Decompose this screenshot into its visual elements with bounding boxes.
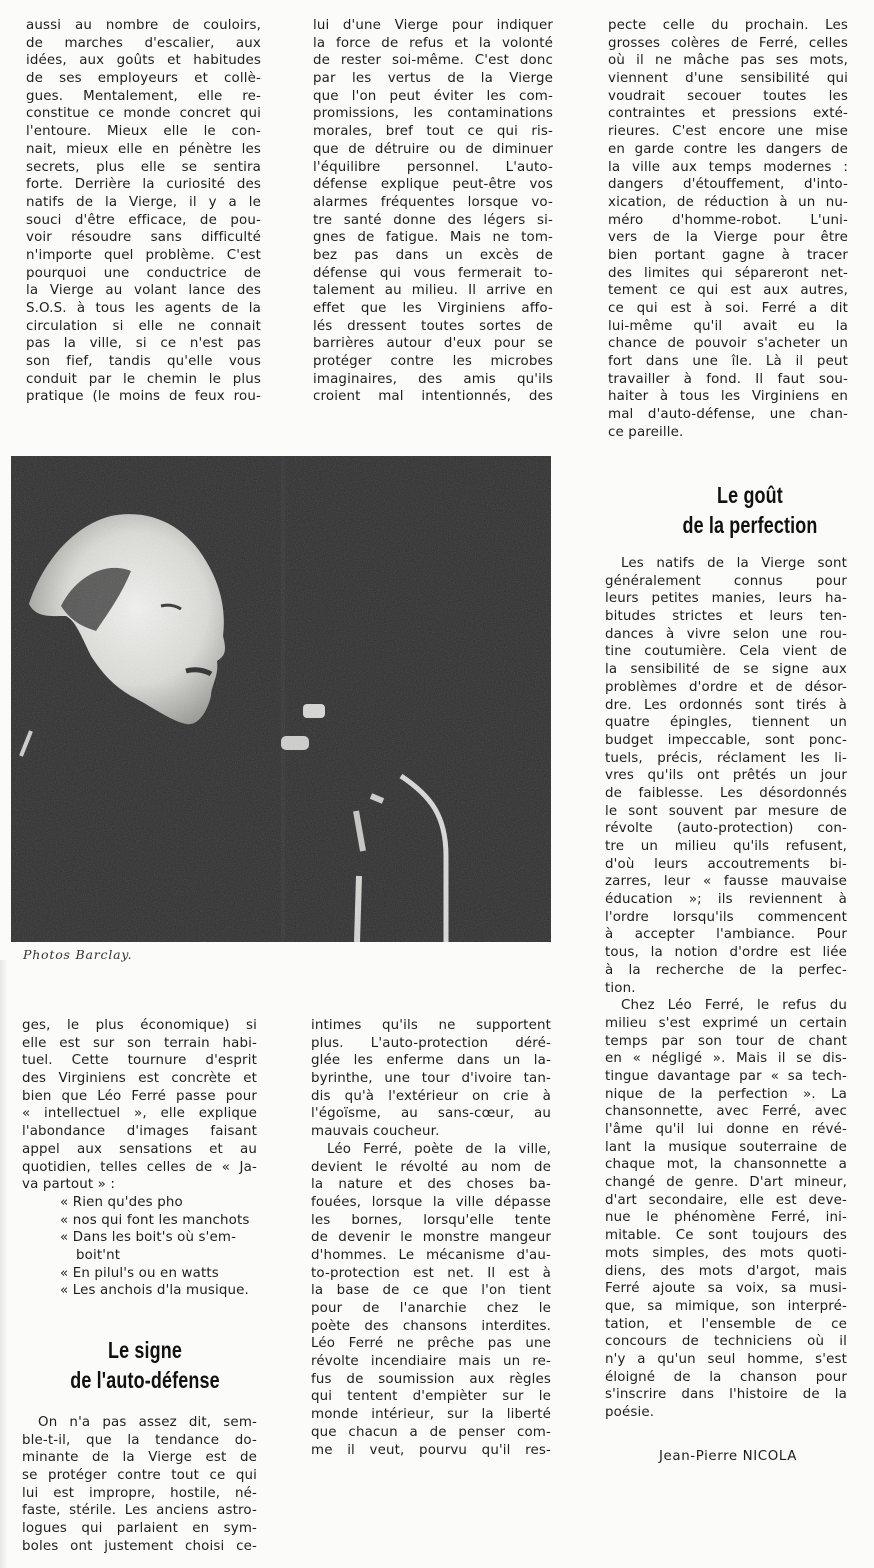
column-1-bottom (22, 1017, 257, 1300)
text-line: problèmes d'ordre et de désor- (605, 679, 847, 695)
text-line: où il ne mâche pas ses mots, (608, 53, 848, 69)
text-line: Léo Ferré ne prêche pas une (311, 1336, 551, 1352)
text-line: Chez Léo Ferré, le refus du (621, 998, 847, 1014)
text-line: natifs de la Vierge, il y a le (26, 194, 261, 210)
text-line: que l'on peut éviter les com- (313, 88, 553, 104)
text-line: que de détruire ou de diminuer (313, 141, 553, 157)
text-line: haiter à tous les Virginiens en (608, 389, 848, 405)
text-line: vers de la Vierge pour être (608, 230, 848, 246)
text-line: barrières autour d'eux pour se (313, 336, 553, 352)
text-line: bez pas dans un excès de (313, 247, 553, 263)
text-line: la base de ce que l'on tient (311, 1283, 551, 1299)
text-line: révolte incendiaire mais un re- (311, 1354, 551, 1370)
text-line: forte. Derrière la curiosité des (26, 177, 261, 193)
text-line: vres qu'ils ont prêtés un jour (605, 768, 847, 784)
column-3-top (608, 17, 848, 442)
photo-caption: Photos Barclay. (23, 947, 133, 962)
text-line: faste, stérile. Les anciens astro- (22, 1503, 257, 1519)
text-line: lui est impropre, hostile, né- (22, 1485, 257, 1501)
text-line: talement au milieu. Il arrive en (313, 283, 553, 299)
text-line: voir résoudre sans difficulté (26, 230, 261, 246)
text-line: l'équilibre personnel. L'auto- (313, 159, 553, 175)
text-line: mots simples, des mots quoti- (605, 1245, 847, 1261)
text-line: l'abondance d'images faisant (22, 1124, 257, 1140)
text-line: l'ordre lorsqu'ils commencent (605, 909, 847, 925)
text-line: éducation »; ils reviennent à (605, 892, 847, 908)
text-line: de ses employeurs et collè- (26, 71, 261, 87)
text-line: conduit par le chemin le plus (26, 371, 261, 387)
text-line: budget impeccable, sont ponc- (605, 732, 847, 748)
text-line: d'où leurs accoutrements bi- (605, 856, 847, 872)
text-line: chaque mot, la chansonnette a (605, 1157, 847, 1173)
text-line: me il veut, pourvu qu'il res- (311, 1442, 551, 1458)
text-line: Léo Ferré, poète de la ville, (327, 1141, 551, 1157)
text-line: zarres, leur « fausse mauvaise (605, 874, 847, 890)
text-line: imaginaires, des amis qu'ils (313, 371, 553, 387)
text-line: minante de la Vierge est de (22, 1450, 257, 1466)
text-line: que chacun a de penser com- (311, 1424, 551, 1440)
text-line: leurs petites manies, leurs ha- (605, 591, 847, 607)
text-line: byrinthe, une tour d'ivoire tan- (311, 1071, 551, 1087)
text-line: l'âme qu'il lui donne en révé- (605, 1122, 847, 1137)
text-line: des limites qui sépareront net- (608, 265, 848, 281)
text-line: souci d'être efficace, de pou- (26, 212, 261, 228)
text-line: circulation si elle ne connait (26, 318, 261, 334)
text-line: « nos qui font les manchots (60, 1212, 250, 1228)
text-line: de devenir le monstre mangeur (311, 1230, 551, 1246)
text-line: s'inscrire dans l'histoire de la (605, 1387, 847, 1403)
text-line: dangers d'étouffement, d'into- (608, 177, 848, 193)
section-heading-perfection (649, 480, 852, 540)
text-line: monde intérieur, sur la liberté (311, 1407, 551, 1423)
text-line: voudrait secouer toutes les (608, 88, 848, 104)
text-line: dances à vivre selon une rou- (605, 626, 847, 642)
text-line: lés dressent toutes sortes de (313, 318, 553, 334)
text-line: aussi au nombre de couloirs, (26, 18, 261, 33)
text-line: tuels, précis, réclament les li- (605, 750, 847, 766)
text-line: défense explique peut-être vos (313, 177, 553, 193)
text-line: pratique (le moins de feux rou- (26, 389, 261, 405)
text-line: qui tentent d'empièter sur le (311, 1389, 551, 1405)
author-signature: Jean-Pierre NICOLA (659, 1449, 798, 1464)
text-line: généralement connus pour (605, 573, 847, 589)
text-line: son fief, tandis qu'elle vous (26, 354, 261, 370)
text-line: tre santé donne des légers si- (313, 212, 553, 228)
text-line: chansonnette, avec Ferré, avec (605, 1104, 847, 1120)
text-line: la sensibilité de se signe aux (605, 662, 847, 678)
page-gutter-shadow (0, 960, 8, 1568)
text-line: lui d'une Vierge pour indiquer (313, 18, 553, 33)
text-line: de marches d'escalier, aux (26, 35, 261, 51)
text-line: secrets, plus elle se sentira (26, 159, 261, 175)
text-line: alarmes fréquentes lorsque vo- (313, 194, 553, 210)
text-line: xication, de réduction à un nu- (608, 194, 848, 210)
text-line: nique de la perfection ». La (605, 1086, 847, 1102)
text-line: Les natifs de la Vierge sont (621, 556, 847, 571)
text-line: quatre épingles, tiennent un (605, 715, 847, 731)
text-line: tingue davantage par « sa tech- (605, 1068, 847, 1084)
text-line: lui-même qu'il avait eu la (608, 318, 848, 334)
text-line: dre. Les ordonnés sont tirés à (605, 697, 847, 713)
heading-line: de la perfection (682, 512, 818, 538)
text-line: va partout » : (22, 1177, 116, 1193)
column-2-top (313, 17, 553, 406)
section-heading-autodefense (48, 1335, 243, 1395)
text-line: gues. Mentalement, elle re- (26, 88, 261, 104)
text-line: ce pareille. (608, 424, 684, 440)
text-line: concours de techniciens où il (605, 1334, 847, 1350)
text-line: glée les enferme dans un la- (311, 1053, 551, 1069)
text-line: se protéger contre tout ce qui (22, 1468, 257, 1484)
text-line: tement ce qui est aux autres, (608, 283, 848, 299)
heading-line: Le goût (717, 482, 783, 508)
photo-illustration (11, 456, 551, 942)
text-line: lant la musique souterraine de (605, 1139, 847, 1155)
text-line: méro d'homme-robot. L'uni- (608, 212, 848, 228)
text-line: « intellectuel », elle explique (22, 1106, 257, 1122)
text-line: pour de l'anarchie chez le (311, 1301, 551, 1316)
text-line: d'hommes. Le mécanisme d'au- (311, 1247, 551, 1263)
text-line: boit'nt (76, 1247, 121, 1263)
text-line: nue le phénomène Ferré, ini- (605, 1210, 847, 1226)
heading-line: Le signe (107, 1337, 183, 1363)
text-line: devient le révolté au nom de (311, 1159, 551, 1175)
text-line: la force de refus et la volonté (313, 35, 553, 51)
text-line: n'y a qu'un seul homme, s'est (605, 1351, 847, 1367)
text-line: ce qui est à soi. Ferré a dit (608, 301, 848, 316)
text-line: contraintes et pressions exté- (608, 106, 848, 122)
text-line: « Rien qu'des pho (60, 1194, 183, 1210)
text-line: la ville aux temps modernes : (608, 159, 848, 175)
text-line: de faiblesse. Les désordonnés (605, 785, 847, 801)
photo-leo-ferre (11, 456, 551, 942)
text-line: elle est sur son terrain habi- (22, 1035, 257, 1051)
text-line: pas la ville, si ce n'est pas (26, 336, 261, 352)
text-line: morales, bref tout ce qui ris- (313, 124, 553, 140)
text-line: la Vierge au volant lance des (26, 283, 261, 299)
text-line: dis qu'à l'extérieur on crie à (311, 1088, 551, 1104)
text-line: gnes de fatigue. Mais ne tom- (313, 230, 553, 246)
text-line: des Virginiens est concrète et (22, 1071, 257, 1087)
text-line: l'égoïsme, au sans-cœur, au (311, 1106, 551, 1122)
text-line: pecte celle du prochain. Les (608, 18, 848, 33)
column-1-final (22, 1414, 257, 1556)
text-line: logues qui parlaient en sym- (22, 1521, 257, 1537)
text-line: croient mal intentionnés, des (313, 389, 553, 405)
text-line: éloigné de la chanson pour (605, 1369, 847, 1385)
text-line: nait, mieux elle en pénètre les (26, 141, 261, 157)
text-line: les bornes, lorsqu'elle tente (311, 1212, 551, 1228)
text-line: par les vertus de la Vierge (313, 71, 553, 87)
text-line: tation, et l'ensemble de ce (605, 1316, 847, 1332)
text-line: bitudes strictes et leurs ten- (605, 609, 847, 625)
text-line: temps par son tour de chant (605, 1033, 847, 1049)
text-line: mal d'auto-défense, une chan- (608, 407, 848, 423)
text-line: « Dans les boit's où s'em- (60, 1230, 237, 1246)
text-line: boles ont justement choisi ce- (22, 1538, 257, 1554)
text-line: diens, des mots d'argot, mais (605, 1263, 847, 1279)
text-line: tous, la notion d'ordre est liée (605, 945, 847, 961)
text-line: en « négligé ». Mais il se dis- (605, 1051, 847, 1067)
text-line: viennent d'une sensibilité qui (608, 71, 848, 87)
text-line: d'art secondaire, elle est deve- (605, 1192, 847, 1208)
text-line: révolte (auto-protection) con- (605, 821, 847, 837)
text-line: la nature et des choses ba- (311, 1177, 551, 1193)
text-line: effet que les Virginiens affo- (313, 301, 553, 316)
column-2-bottom (311, 1017, 551, 1459)
text-line: défense qui vous fermerait to- (313, 265, 553, 281)
text-line: bien portant gagne à tracer (608, 247, 848, 263)
text-line: protéger contre les microbes (313, 354, 553, 370)
text-line: n'importe quel problème. C'est (26, 247, 261, 263)
text-line: promissions, les contaminations (313, 106, 553, 122)
text-line: milieu s'est exprimé un certain (605, 1015, 847, 1031)
text-line: travailler à fond. Il faut sou- (608, 371, 848, 387)
text-line: to-protection est net. Il est à (311, 1265, 551, 1281)
text-line: quotidien, telles celles de « Ja- (22, 1159, 257, 1175)
text-line: mitable. Ce sont toujours des (605, 1228, 847, 1244)
text-line: « En pilul's ou en watts (60, 1265, 219, 1281)
text-line: fus de soumission aux règles (311, 1371, 551, 1387)
text-line: Ferré ajoute sa voix, sa musi- (605, 1281, 847, 1297)
text-line: « Les anchois d'la musique. (60, 1283, 249, 1299)
text-line: ges, le plus économique) si (22, 1018, 257, 1033)
column-1-top (26, 17, 261, 406)
text-line: fort dans une île. Là il peut (608, 354, 848, 370)
text-line: intimes qu'ils ne supportent (311, 1018, 551, 1033)
text-line: grosses colères de Ferré, celles (608, 35, 848, 51)
text-line: constitue ce monde concret qui (26, 106, 261, 122)
text-line: poésie. (605, 1405, 655, 1420)
text-line: tuel. Cette tournure d'esprit (22, 1053, 257, 1069)
text-line: rieures. C'est encore une mise (608, 124, 848, 140)
text-line: fouées, lorsque la ville dépasse (311, 1194, 551, 1210)
text-line: à accepter l'ambiance. Pour (605, 927, 847, 943)
text-line: mauvais coucheur. (311, 1124, 440, 1140)
text-line: changé de genre. D'art mineur, (605, 1175, 847, 1191)
text-line: le sont souvent par mesure de (605, 803, 847, 819)
column-3-bottom (605, 555, 847, 1422)
text-line: ble-t-il, que la tendance do- (22, 1432, 257, 1448)
text-line: l'entoure. Mieux elle le con- (26, 124, 261, 140)
text-line: tine coutumière. Cela vient de (605, 644, 847, 660)
text-line: pourquoi une conductrice de (26, 265, 261, 281)
text-line: On n'a pas assez dit, sem- (38, 1415, 257, 1430)
text-line: de rester soi-même. C'est donc (313, 53, 553, 69)
text-line: bien que Léo Ferré passe pour (22, 1088, 257, 1104)
text-line: tion. (605, 980, 636, 996)
text-line: appel aux sensations et au (22, 1141, 257, 1157)
text-line: que, sa mimique, son interpré- (605, 1298, 847, 1314)
heading-line: de l'auto-défense (70, 1367, 220, 1393)
text-line: idées, aux goûts et habitudes (26, 53, 261, 69)
text-line: poète des chansons interdites. (311, 1318, 551, 1334)
text-line: S.O.S. à tous les agents de la (26, 301, 261, 316)
text-line: plus. L'auto-protection déré- (311, 1035, 551, 1051)
text-line: chance de pouvoir s'acheter un (608, 336, 848, 352)
text-line: tre un milieu qu'ils refusent, (605, 839, 847, 854)
text-line: en garde contre les dangers de (608, 141, 848, 157)
text-line: à la recherche de la perfec- (605, 962, 847, 978)
